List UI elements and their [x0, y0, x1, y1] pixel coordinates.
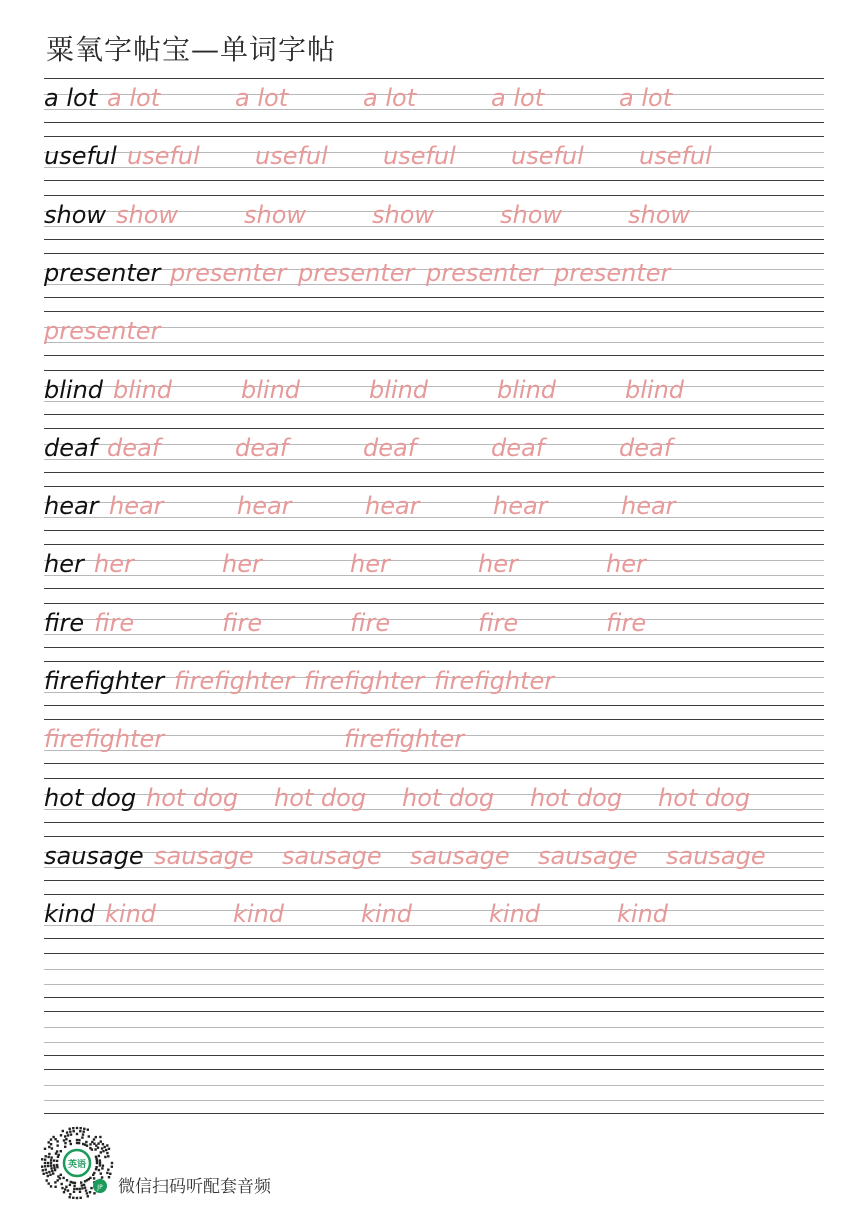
trace-word: a lot	[491, 84, 545, 112]
trace-word: blind	[113, 376, 173, 404]
trace-word: hot dog	[274, 784, 367, 812]
trace-word: kind	[617, 900, 669, 928]
model-word: show	[44, 201, 107, 229]
trace-word: useful	[511, 142, 584, 170]
trace-word: deaf	[363, 434, 417, 462]
trace-word: her	[606, 550, 646, 578]
trace-word: show	[116, 201, 179, 229]
trace-word: kind	[233, 900, 285, 928]
trace-word: a lot	[235, 84, 289, 112]
trace-word: hear	[365, 492, 420, 520]
trace-word: kind	[105, 900, 157, 928]
trace-word: hot dog	[402, 784, 495, 812]
model-word: blind	[44, 376, 104, 404]
trace-word: firefighter	[304, 667, 425, 695]
trace-word: fire	[222, 609, 263, 637]
trace-word: show	[372, 201, 435, 229]
trace-word: sausage	[538, 842, 638, 870]
trace-word: sausage	[666, 842, 766, 870]
trace-word: show	[500, 201, 563, 229]
page-title: 粟氧字帖宝—单词字帖	[46, 33, 337, 66]
trace-word: show	[244, 201, 307, 229]
trace-word: fire	[350, 609, 391, 637]
trace-word: hear	[621, 492, 676, 520]
qr-corner-label: JP	[97, 1184, 103, 1191]
model-word: a lot	[44, 84, 98, 112]
qr-code-icon[interactable]	[40, 1126, 114, 1200]
trace-word: hot dog	[530, 784, 623, 812]
model-word: useful	[44, 142, 117, 170]
trace-word: her	[478, 550, 518, 578]
trace-word: hear	[109, 492, 164, 520]
qr-badge-label: 英语	[67, 1160, 87, 1170]
trace-word: deaf	[491, 434, 545, 462]
model-word: presenter	[44, 259, 161, 287]
trace-word: hear	[237, 492, 292, 520]
trace-word: her	[222, 550, 262, 578]
footer	[40, 1126, 340, 1200]
model-word: fire	[44, 609, 85, 637]
trace-word: blind	[497, 376, 557, 404]
trace-word: fire	[94, 609, 135, 637]
trace-word: firefighter	[434, 667, 555, 695]
trace-word: sausage	[154, 842, 254, 870]
trace-word: deaf	[619, 434, 673, 462]
trace-word: a lot	[363, 84, 417, 112]
trace-word: deaf	[235, 434, 289, 462]
trace-word: hear	[493, 492, 548, 520]
trace-word: presenter	[426, 259, 543, 287]
model-word: deaf	[44, 434, 98, 462]
trace-word: presenter	[44, 317, 161, 345]
trace-word: a lot	[619, 84, 673, 112]
trace-word: fire	[606, 609, 647, 637]
trace-word: sausage	[282, 842, 382, 870]
model-word: kind	[44, 900, 96, 928]
trace-word: presenter	[554, 259, 671, 287]
trace-word: firefighter	[44, 725, 165, 753]
trace-word: presenter	[170, 259, 287, 287]
trace-word: a lot	[107, 84, 161, 112]
trace-word: kind	[361, 900, 413, 928]
model-word: her	[44, 550, 84, 578]
trace-word: fire	[478, 609, 519, 637]
trace-word: firefighter	[344, 725, 465, 753]
trace-word: useful	[639, 142, 712, 170]
trace-word: firefighter	[174, 667, 295, 695]
trace-word: presenter	[298, 259, 415, 287]
model-word: hear	[44, 492, 99, 520]
trace-word: blind	[241, 376, 301, 404]
model-word: sausage	[44, 842, 144, 870]
trace-word: hot dog	[658, 784, 751, 812]
footer-caption: 微信扫码听配套音频	[118, 1177, 271, 1197]
trace-word: hot dog	[146, 784, 239, 812]
trace-word: her	[350, 550, 390, 578]
trace-word: kind	[489, 900, 541, 928]
trace-word: useful	[127, 142, 200, 170]
trace-word: show	[628, 201, 691, 229]
trace-word: sausage	[410, 842, 510, 870]
trace-word: deaf	[107, 434, 161, 462]
model-word: firefighter	[44, 667, 165, 695]
trace-word: blind	[369, 376, 429, 404]
trace-word: useful	[383, 142, 456, 170]
trace-word: her	[94, 550, 134, 578]
trace-word: useful	[255, 142, 328, 170]
model-word: hot dog	[44, 784, 137, 812]
trace-word: blind	[625, 376, 685, 404]
